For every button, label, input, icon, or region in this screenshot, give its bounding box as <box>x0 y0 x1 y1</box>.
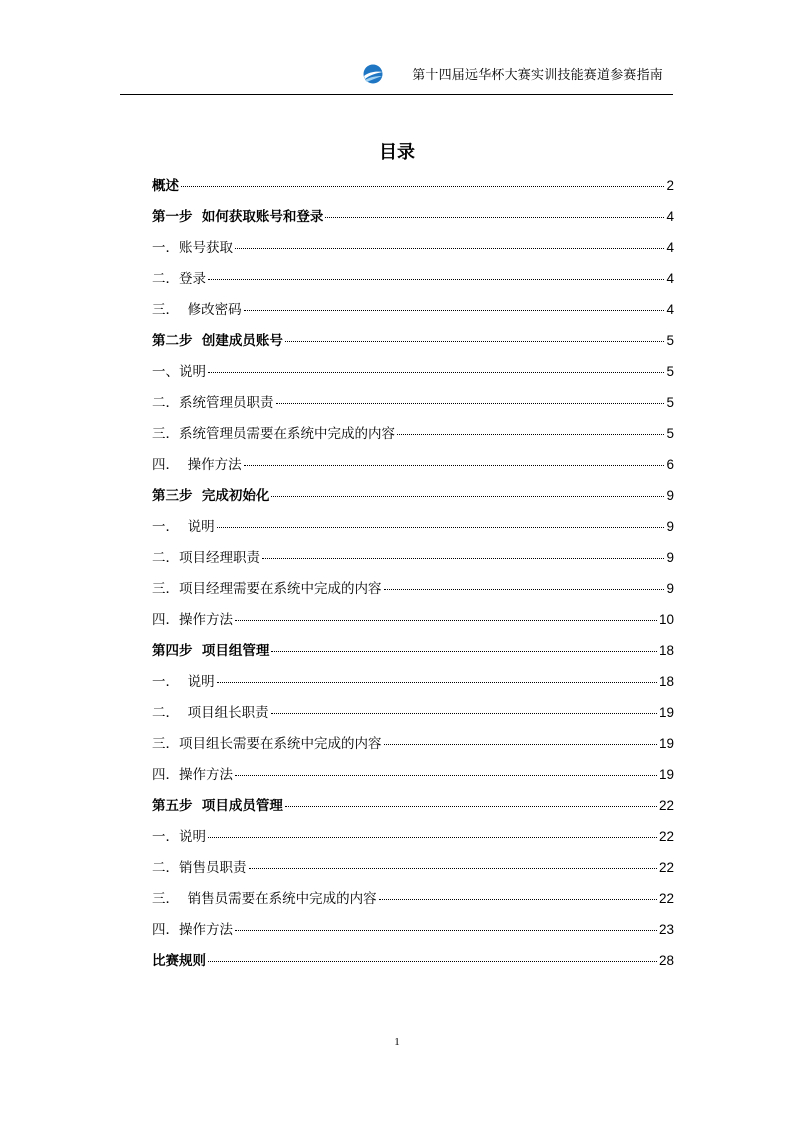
toc-entry[interactable] <box>152 486 674 517</box>
toc-entry-label: 二．登录 <box>152 271 206 287</box>
toc-entry[interactable] <box>152 548 674 579</box>
toc-dot-leader <box>208 960 657 962</box>
toc-entry-label: 概述 <box>152 178 179 194</box>
toc-entry[interactable] <box>152 424 674 455</box>
globe-swoosh-logo-icon <box>362 63 384 85</box>
toc-dot-leader <box>271 495 664 497</box>
toc-dot-leader <box>271 650 657 652</box>
toc-entry-label: 一． 说明 <box>152 519 215 535</box>
toc-entry[interactable] <box>152 176 674 207</box>
toc-entry[interactable] <box>152 207 674 238</box>
toc-entry-page: 4 <box>666 240 674 255</box>
toc-entry[interactable] <box>152 889 674 920</box>
toc-entry-page: 18 <box>658 674 674 689</box>
toc-entry[interactable] <box>152 796 674 827</box>
toc-entry-page: 9 <box>666 550 674 565</box>
toc-entry-page: 19 <box>658 767 674 782</box>
toc-entry[interactable] <box>152 610 674 641</box>
toc-entry-label: 一． 说明 <box>152 674 215 690</box>
page-number: 1 <box>394 1036 400 1048</box>
toc-entry-page: 22 <box>658 891 674 906</box>
toc-entry-label: 一．账号获取 <box>152 240 233 256</box>
toc-entry[interactable] <box>152 858 674 889</box>
toc-entry-label: 一、说明 <box>152 364 206 380</box>
toc-entry-page: 23 <box>658 922 674 937</box>
toc-entry-page: 9 <box>666 581 674 596</box>
toc-entry-label: 第四步 项目组管理 <box>152 643 270 659</box>
toc-dot-leader <box>276 402 665 404</box>
toc-dot-leader <box>208 836 657 838</box>
toc-entry-label: 二．系统管理员职责 <box>152 395 274 411</box>
toc-entry[interactable] <box>152 238 674 269</box>
toc-entry[interactable] <box>152 393 674 424</box>
toc-dot-leader <box>217 526 665 528</box>
toc-entry-label: 四．操作方法 <box>152 922 233 938</box>
toc-entry[interactable] <box>152 765 674 796</box>
page-header <box>120 58 673 95</box>
toc-entry-label: 四．操作方法 <box>152 612 233 628</box>
toc-entry[interactable] <box>152 269 674 300</box>
toc-entry-page: 2 <box>666 178 674 193</box>
toc-entry-label: 第一步 如何获取账号和登录 <box>152 209 324 225</box>
toc-entry-label: 第五步 项目成员管理 <box>152 798 283 814</box>
toc-entry[interactable] <box>152 703 674 734</box>
toc-entry-page: 19 <box>658 736 674 751</box>
toc-title: 目录 <box>379 142 415 163</box>
toc-dot-leader <box>181 185 664 187</box>
toc-entry-page: 9 <box>666 488 674 503</box>
toc-entry-label: 三．系统管理员需要在系统中完成的内容 <box>152 426 395 442</box>
toc-entry-label: 三．项目组长需要在系统中完成的内容 <box>152 736 382 752</box>
toc-entry-page: 5 <box>666 426 674 441</box>
toc-dot-leader <box>244 309 665 311</box>
toc-entry-page: 9 <box>666 519 674 534</box>
toc-entry[interactable] <box>152 331 674 362</box>
toc-entry-page: 18 <box>658 643 674 658</box>
toc-dot-leader <box>208 371 664 373</box>
toc-entry-page: 22 <box>658 829 674 844</box>
toc-entry[interactable] <box>152 920 674 951</box>
toc-entry[interactable] <box>152 827 674 858</box>
toc-entry-label: 二．销售员职责 <box>152 860 247 876</box>
toc-entry-label: 四．操作方法 <box>152 767 233 783</box>
toc-dot-leader <box>235 774 657 776</box>
toc-entry[interactable] <box>152 579 674 610</box>
toc-entry[interactable] <box>152 455 674 486</box>
toc-entry-label: 四． 操作方法 <box>152 457 242 473</box>
toc-entry-label: 三． 修改密码 <box>152 302 242 318</box>
toc-dot-leader <box>217 681 657 683</box>
toc-dot-leader <box>384 588 665 590</box>
toc-entry[interactable] <box>152 951 674 982</box>
toc-entry-label: 第二步 创建成员账号 <box>152 333 283 349</box>
toc-dot-leader <box>244 464 665 466</box>
toc-entry[interactable] <box>152 300 674 331</box>
toc-entry-page: 28 <box>658 953 674 968</box>
toc-entry-label: 第三步 完成初始化 <box>152 488 270 504</box>
toc-dot-leader <box>379 898 657 900</box>
toc-dot-leader <box>271 712 657 714</box>
table-of-contents <box>152 176 674 982</box>
toc-entry-label: 一．说明 <box>152 829 206 845</box>
toc-entry-page: 22 <box>658 860 674 875</box>
toc-dot-leader <box>262 557 664 559</box>
toc-dot-leader <box>208 278 664 280</box>
header-title: 第十四届远华杯大赛实训技能赛道参赛指南 <box>412 68 663 83</box>
toc-entry-label: 比赛规则 <box>152 953 206 969</box>
toc-entry-page: 10 <box>658 612 674 627</box>
toc-entry-label: 三．项目经理需要在系统中完成的内容 <box>152 581 382 597</box>
toc-entry-page: 5 <box>666 395 674 410</box>
toc-entry-label: 二．项目经理职责 <box>152 550 260 566</box>
toc-entry-page: 4 <box>666 271 674 286</box>
toc-entry-page: 5 <box>666 333 674 348</box>
toc-entry-page: 4 <box>666 209 674 224</box>
toc-entry[interactable] <box>152 517 674 548</box>
toc-dot-leader <box>384 743 657 745</box>
toc-dot-leader <box>235 619 657 621</box>
toc-entry[interactable] <box>152 362 674 393</box>
toc-dot-leader <box>235 247 664 249</box>
toc-entry-label: 三． 销售员需要在系统中完成的内容 <box>152 891 377 907</box>
toc-entry-page: 6 <box>666 457 674 472</box>
toc-entry-page: 22 <box>658 798 674 813</box>
toc-dot-leader <box>249 867 657 869</box>
toc-entry-page: 19 <box>658 705 674 720</box>
toc-entry[interactable] <box>152 672 674 703</box>
toc-dot-leader <box>285 340 665 342</box>
toc-entry[interactable] <box>152 641 674 672</box>
toc-entry-page: 4 <box>666 302 674 317</box>
toc-entry[interactable] <box>152 734 674 765</box>
toc-dot-leader <box>397 433 664 435</box>
toc-dot-leader <box>325 216 664 218</box>
toc-dot-leader <box>285 805 657 807</box>
toc-entry-page: 5 <box>666 364 674 379</box>
toc-dot-leader <box>235 929 657 931</box>
toc-entry-label: 二． 项目组长职责 <box>152 705 269 721</box>
